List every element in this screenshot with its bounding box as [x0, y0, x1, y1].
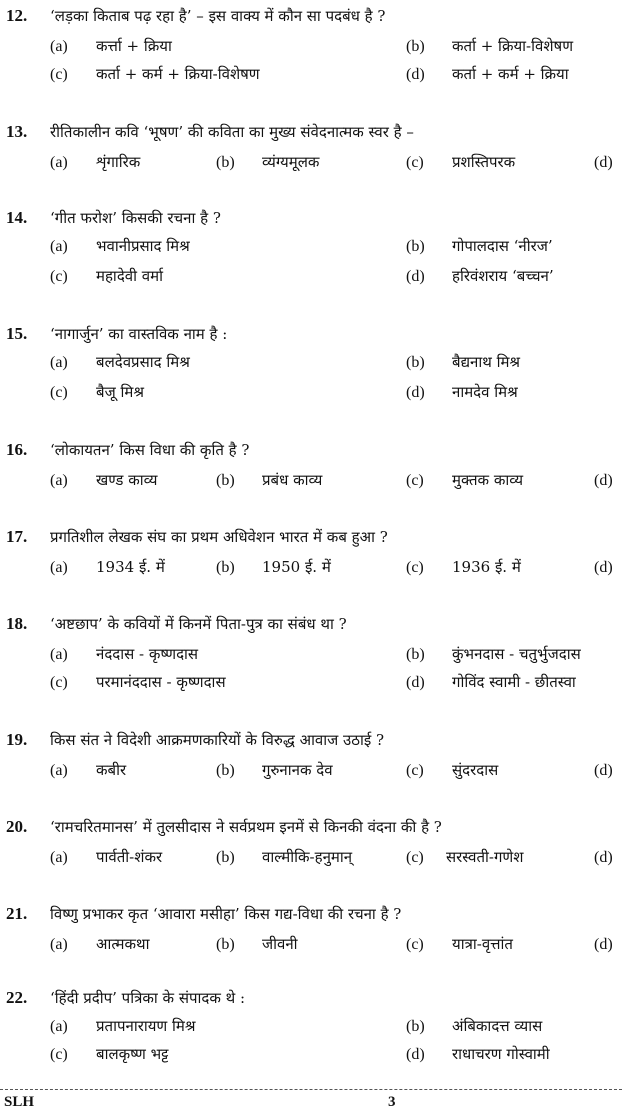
option-text: महादेवी वर्मा	[96, 267, 163, 285]
question-number: 19.	[6, 730, 28, 749]
option-c	[50, 1044, 169, 1065]
option-text: सुंदरदास	[452, 761, 499, 779]
option-a	[50, 470, 158, 491]
option-label: (c)	[406, 154, 424, 171]
option-text: गुरुनानक देव	[262, 761, 333, 779]
option-text: पार्वती-शंकर	[96, 848, 163, 866]
option-label: (a)	[50, 762, 68, 779]
option-text: नामदेव मिश्र	[452, 383, 518, 401]
option-text: 1936 ई. में	[452, 558, 521, 576]
option-b	[216, 934, 298, 955]
option-label: (d)	[594, 472, 613, 489]
option-d	[594, 557, 613, 578]
option-label: (a)	[50, 38, 68, 55]
option-b	[216, 847, 353, 868]
option-d	[594, 934, 613, 955]
option-b	[216, 557, 331, 578]
question-text: विष्णु प्रभाकर कृत ‘आवारा मसीहा’ किस गद्य-विधा की रचना है ?	[50, 905, 402, 923]
option-a	[50, 557, 165, 578]
option-text: 1950 ई. में	[262, 558, 331, 576]
option-text: खण्ड काव्य	[96, 471, 158, 489]
option-label: (d)	[406, 384, 425, 401]
question-text: ‘लड़का किताब पढ़ रहा है’ – इस वाक्य में कौन सा पदबंध है ?	[50, 7, 386, 25]
question-text: किस संत ने विदेशी आक्रमणकारियों के विरुद्ध आवाज उठाई ?	[50, 731, 385, 749]
question-text: ‘हिंदी प्रदीप’ पत्रिका के संपादक थे :	[50, 989, 246, 1007]
option-text: जीवनी	[262, 935, 298, 953]
option-label: (a)	[50, 238, 68, 255]
option-text: प्रशस्तिपरक	[452, 153, 516, 171]
question-number: 17.	[6, 527, 28, 546]
option-label: (b)	[406, 354, 425, 371]
option-d	[594, 152, 613, 173]
option-a	[50, 1016, 196, 1037]
option-d	[406, 266, 554, 287]
option-label: (d)	[594, 762, 613, 779]
option-a	[50, 847, 163, 868]
option-label: (d)	[406, 66, 425, 83]
option-text: आत्मकथा	[96, 935, 150, 953]
option-label: (c)	[50, 384, 68, 401]
question-text: ‘रामचरितमानस’ में तुलसीदास ने सर्वप्रथम इनमें से किनकी वंदना की है ?	[50, 818, 442, 836]
option-text: गोविंद स्वामी - छीतस्वा	[452, 673, 576, 691]
option-c	[50, 672, 226, 693]
option-label: (c)	[406, 472, 424, 489]
option-label: (c)	[50, 674, 68, 691]
option-label: (c)	[406, 559, 424, 576]
option-c	[406, 557, 521, 578]
option-label: (a)	[50, 472, 68, 489]
option-b	[406, 644, 581, 665]
option-label: (c)	[50, 268, 68, 285]
question-text: ‘लोकायतन’ किस विधा की कृति है ?	[50, 441, 250, 459]
footer-divider	[0, 1089, 622, 1090]
option-c	[406, 934, 513, 955]
paper-code: SLH	[4, 1094, 35, 1110]
option-label: (b)	[216, 154, 235, 171]
option-c	[406, 847, 524, 868]
option-a	[50, 934, 150, 955]
option-label: (a)	[50, 154, 68, 171]
option-label: (d)	[406, 268, 425, 285]
question-number: 13.	[6, 122, 28, 141]
option-label: (a)	[50, 646, 68, 663]
option-text: बालकृष्ण भट्ट	[96, 1045, 169, 1063]
option-b	[406, 352, 521, 373]
question-number: 21.	[6, 904, 28, 923]
option-b	[406, 236, 553, 257]
option-text: हरिवंशराय ‘बच्चन’	[452, 267, 554, 285]
option-c	[406, 760, 499, 781]
question-number: 15.	[6, 324, 28, 343]
option-b	[216, 152, 320, 173]
option-d	[406, 64, 569, 85]
option-label: (a)	[50, 1018, 68, 1035]
option-text: बैजू मिश्र	[96, 383, 144, 401]
option-text: परमानंददास - कृष्णदास	[96, 673, 226, 691]
option-label: (b)	[406, 1018, 425, 1035]
option-label: (c)	[406, 762, 424, 779]
option-text: कर्ता + कर्म + क्रिया	[452, 65, 569, 83]
option-a	[50, 352, 190, 373]
option-d	[406, 1044, 550, 1065]
option-label: (a)	[50, 936, 68, 953]
option-label: (a)	[50, 559, 68, 576]
option-b	[216, 470, 323, 491]
page-number: 3	[388, 1094, 396, 1110]
question-number: 18.	[6, 614, 28, 633]
option-text: 1934 ई. में	[96, 558, 165, 576]
option-d	[406, 672, 622, 694]
option-label: (c)	[406, 936, 424, 953]
option-text: कर्ता + कर्म + क्रिया-विशेषण	[96, 65, 260, 83]
option-label: (b)	[216, 762, 235, 779]
option-label: (d)	[594, 936, 613, 953]
option-text: नंददास - कृष्णदास	[96, 645, 199, 663]
option-label: (b)	[406, 238, 425, 255]
question-number: 14.	[6, 208, 28, 227]
question-text: ‘नागार्जुन’ का वास्तविक नाम है :	[50, 325, 228, 343]
question-number: 16.	[6, 440, 28, 459]
option-d	[594, 760, 613, 781]
option-text: कबीर	[96, 761, 127, 779]
option-b	[216, 760, 333, 781]
option-label: (c)	[406, 849, 424, 866]
option-text: सरस्वती-गणेश	[446, 848, 524, 866]
option-label: (b)	[216, 849, 235, 866]
option-text: व्यंग्यमूलक	[262, 153, 320, 171]
question-number: 22.	[6, 988, 28, 1007]
option-text: भवानीप्रसाद मिश्र	[96, 237, 190, 255]
option-b	[406, 36, 574, 57]
question-text: रीतिकालीन कवि ‘भूषण’ की कविता का मुख्य संवेदनात्मक स्वर है –	[50, 123, 414, 141]
option-c	[406, 470, 524, 491]
option-label: (d)	[594, 559, 613, 576]
option-text: कर्त्ता + क्रिया	[96, 37, 172, 55]
option-label: (a)	[50, 354, 68, 371]
option-text: प्रबंध काव्य	[262, 471, 323, 489]
option-d	[594, 847, 613, 868]
option-label: (c)	[50, 1046, 68, 1063]
option-text: राधाचरण गोस्वामी	[452, 1045, 550, 1063]
option-a	[50, 36, 172, 57]
option-label: (b)	[406, 646, 425, 663]
option-c	[50, 64, 260, 85]
option-a	[50, 152, 141, 173]
option-label: (b)	[216, 936, 235, 953]
question-number: 20.	[6, 817, 28, 836]
option-text: वाल्मीकि-हनुमान्	[262, 848, 353, 866]
option-label: (b)	[216, 559, 235, 576]
option-label: (b)	[406, 38, 425, 55]
option-label: (c)	[50, 66, 68, 83]
option-text: बैद्यनाथ मिश्र	[452, 353, 521, 371]
option-text: कर्ता + क्रिया-विशेषण	[452, 37, 574, 55]
option-label: (b)	[216, 472, 235, 489]
option-text: अंबिकादत्त व्यास	[452, 1017, 543, 1035]
option-d	[406, 382, 518, 403]
option-d	[594, 470, 613, 491]
option-a	[50, 644, 199, 665]
option-a	[50, 760, 127, 781]
question-text: ‘अष्टछाप’ के कवियों में किनमें पिता-पुत्र का संबंध था ?	[50, 615, 347, 633]
option-label: (d)	[406, 674, 425, 691]
option-text: गोपालदास ‘नीरज’	[452, 237, 553, 255]
question-text: ‘गीत फरोश’ किसकी रचना है ?	[50, 209, 221, 227]
option-label: (d)	[594, 154, 613, 171]
option-label: (d)	[594, 849, 613, 866]
option-c	[406, 152, 516, 173]
option-text: यात्रा-वृत्तांत	[452, 935, 513, 953]
option-c	[50, 382, 144, 403]
option-label: (d)	[406, 1046, 425, 1063]
question-number: 12.	[6, 6, 28, 25]
option-label: (a)	[50, 849, 68, 866]
option-text: मुक्तक काव्य	[452, 471, 524, 489]
question-text: प्रगतिशील लेखक संघ का प्रथम अधिवेशन भारत में कब हुआ ?	[50, 528, 388, 546]
option-text: कुंभनदास - चतुर्भुजदास	[452, 645, 581, 663]
option-a	[50, 236, 190, 257]
option-c	[50, 266, 163, 287]
option-b	[406, 1016, 543, 1037]
option-text: प्रतापनारायण मिश्र	[96, 1017, 196, 1035]
option-text: शृंगारिक	[96, 153, 141, 171]
option-text: बलदेवप्रसाद मिश्र	[96, 353, 190, 371]
